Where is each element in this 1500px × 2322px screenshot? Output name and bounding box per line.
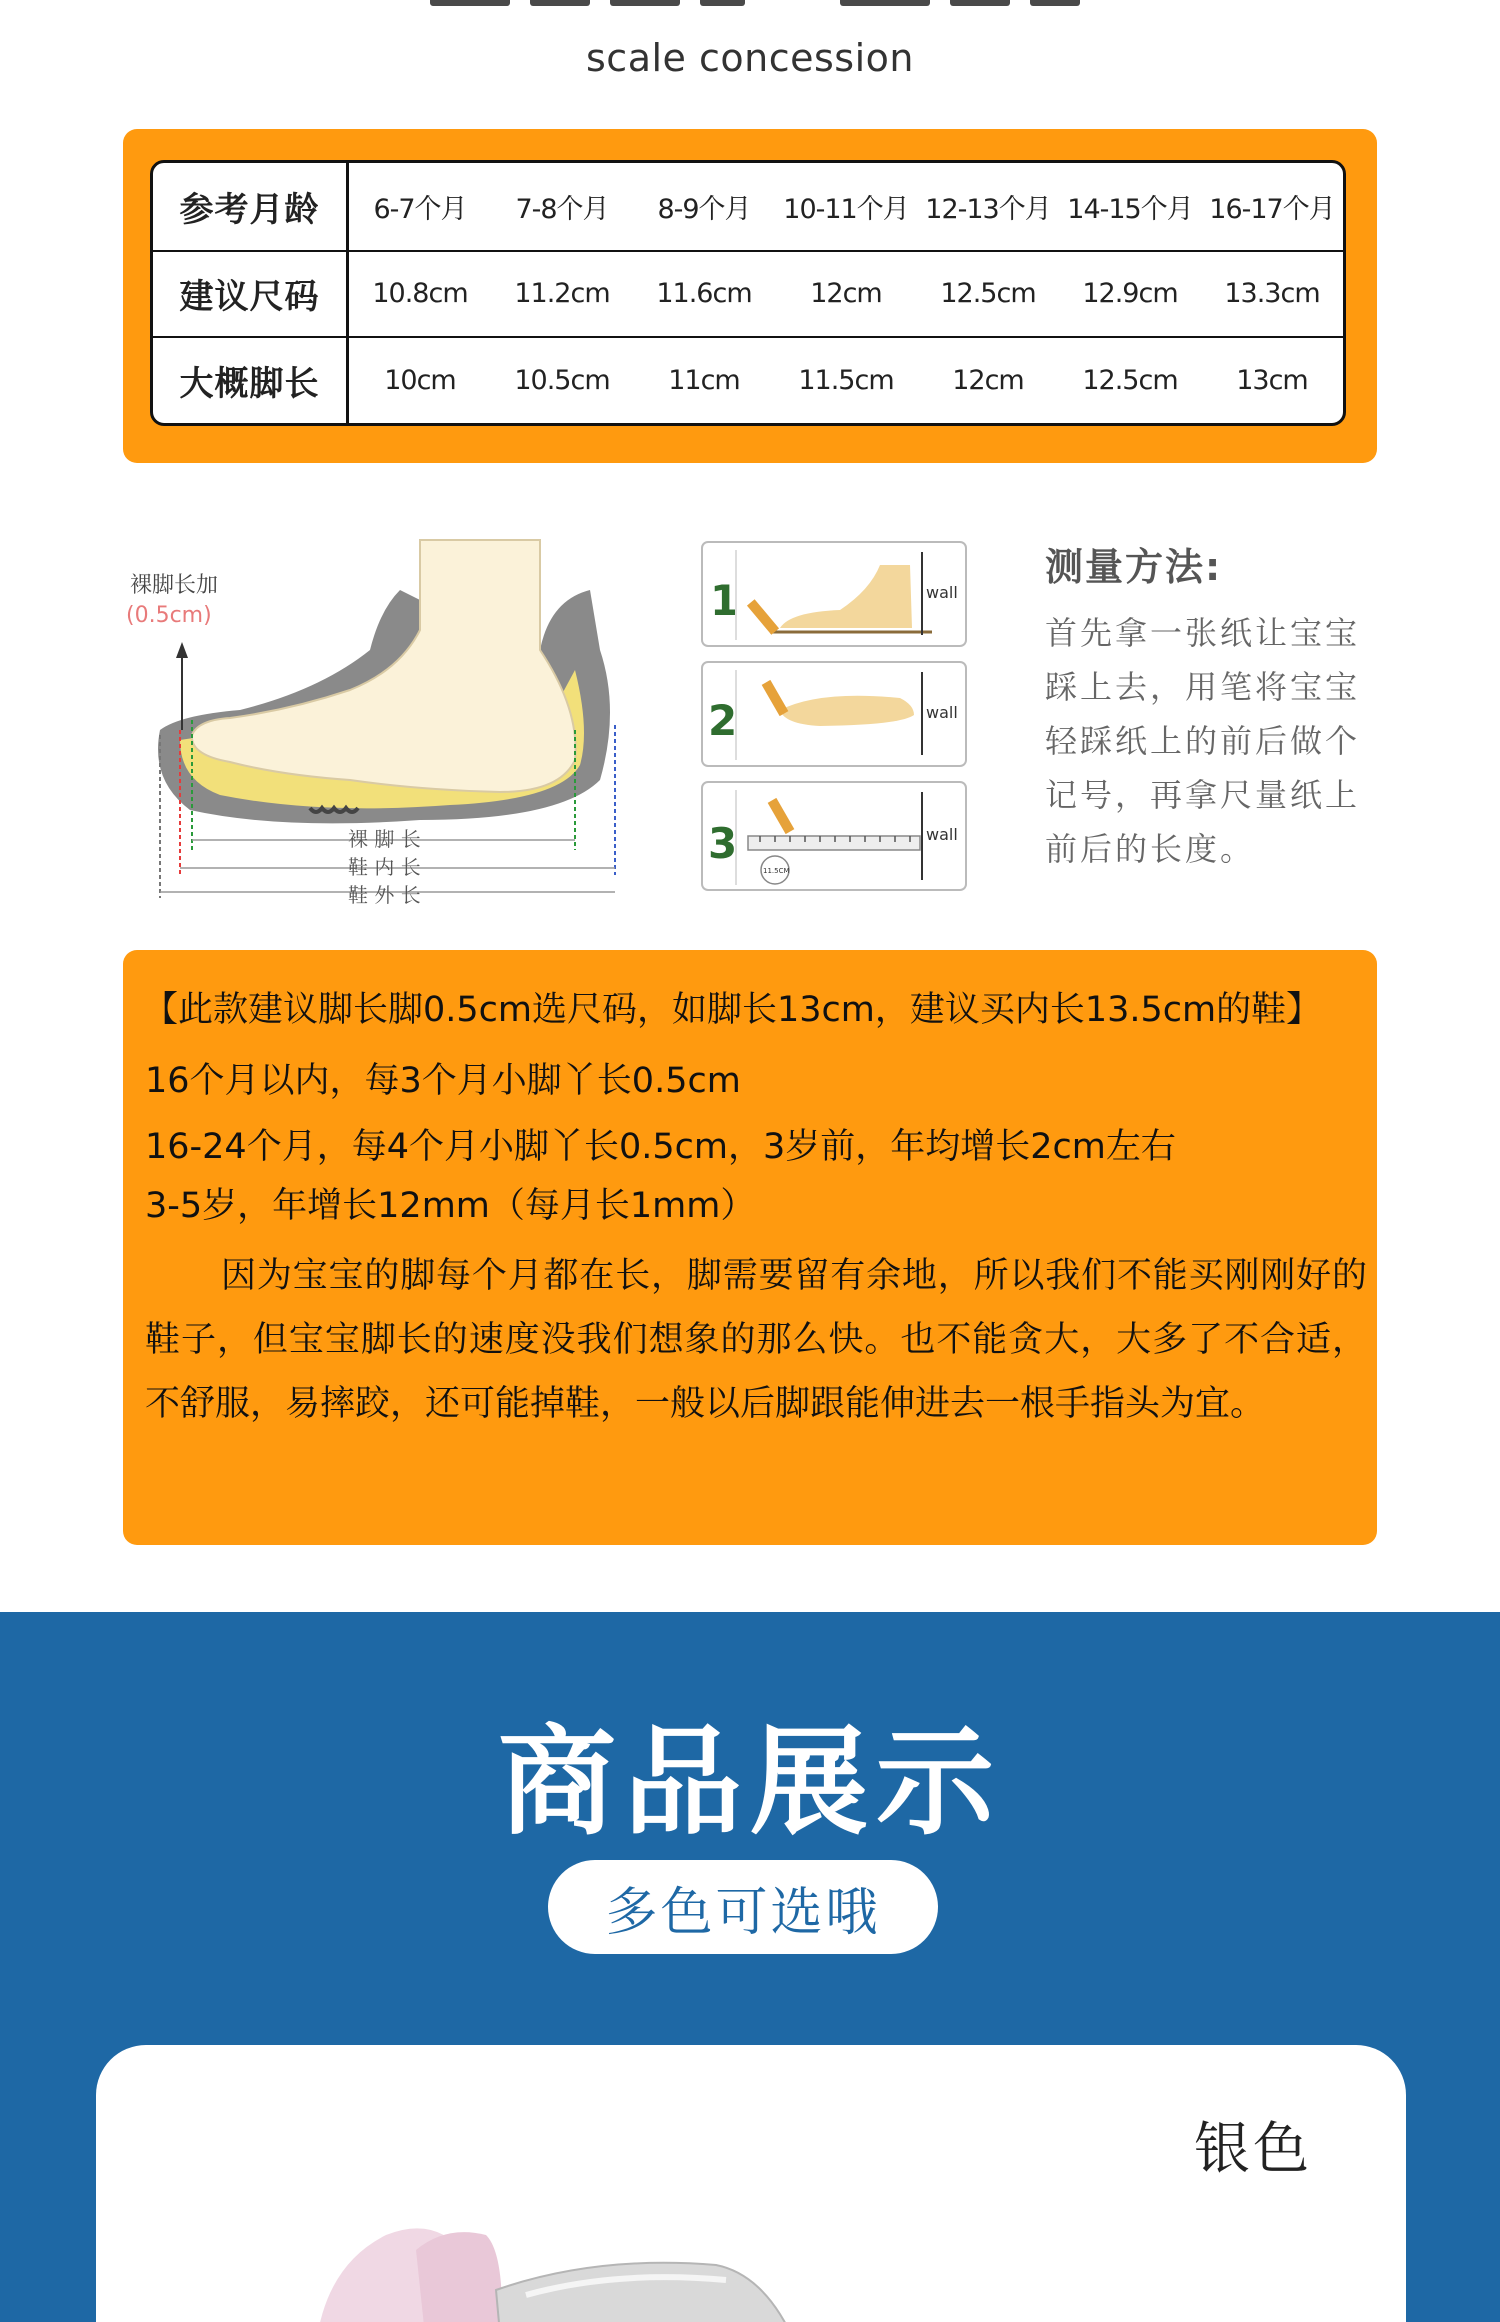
product-card — [96, 2045, 1406, 2322]
row-label-age: 参考月龄 — [153, 163, 349, 250]
table-cell: 11cm — [633, 336, 775, 423]
foot-in-shoe-diagram — [120, 530, 640, 910]
row-label-size: 建议尺码 — [153, 250, 349, 337]
product-showcase-section — [0, 1612, 1500, 2322]
size-table-frame — [123, 129, 1377, 463]
table-cell: 13cm — [1201, 336, 1343, 423]
table-cell: 11.6cm — [633, 250, 775, 337]
ruler-tag: 11.5CM — [763, 867, 790, 875]
table-cell: 12.5cm — [1059, 336, 1201, 423]
step-number-1: 1 — [710, 576, 740, 625]
table-cell: 12.5cm — [917, 250, 1059, 337]
table-cell: 12cm — [775, 250, 917, 337]
multi-color-pill: 多色可选哦 — [548, 1860, 938, 1954]
note-recommendation: 【此款建议脚长脚0.5cm选尺码，如脚长13cm，建议买内长13.5cm的鞋】 — [143, 990, 1322, 1030]
table-cell: 11.2cm — [491, 250, 633, 337]
dim-label-shoe-inner: 鞋 内 长 — [348, 855, 421, 879]
measure-method-title: 测量方法: — [1045, 545, 1223, 589]
step-number-3: 3 — [708, 819, 738, 868]
table-cell: 14-15个月 — [1067, 193, 1193, 225]
shoe-product-image — [296, 2195, 996, 2322]
table-cell: 12cm — [917, 336, 1059, 423]
section-subtitle: scale concession — [586, 36, 914, 80]
step-number-2: 2 — [708, 696, 738, 745]
addition-label: 裸脚长加 — [130, 573, 219, 598]
note-paragraph: 因为宝宝的脚每个月都在长，脚需要留有余地，所以我们不能买刚刚好的鞋子，但宝宝脚长的速度没我们想象的那么快。也不能贪大，大多了不合适，不舒服，易摔跤，还可能掉鞋，一般以后脚跟能伸进去一根手指头为宜。 — [145, 1256, 1367, 1424]
table-cell: 8-9个月 — [657, 193, 751, 225]
measure-method-description: 首先拿一张纸让宝宝踩上去，用笔将宝宝轻踩纸上的前后做个记号，再拿尺量纸上前后的长度。 — [1045, 614, 1361, 868]
dim-label-bare-foot: 裸 脚 长 — [348, 827, 421, 851]
dim-label-shoe-outer: 鞋 外 长 — [348, 883, 421, 907]
wall-label-1: wall — [926, 583, 958, 602]
addition-value: (0.5cm) — [126, 603, 212, 628]
table-cell: 6-7个月 — [373, 193, 467, 225]
measuring-steps-diagram — [700, 540, 970, 895]
cropped-heading — [0, 0, 1500, 14]
size-table — [150, 160, 1346, 426]
table-cell: 16-17个月 — [1209, 193, 1335, 225]
table-cell: 12-13个月 — [925, 193, 1051, 225]
note-growth-16-24: 16-24个月，每4个月小脚丫长0.5cm，3岁前，年均增长2cm左右 — [145, 1127, 1176, 1167]
table-cell: 7-8个月 — [515, 193, 609, 225]
wall-label-2: wall — [926, 703, 958, 722]
table-cell: 10.5cm — [491, 336, 633, 423]
row-label-foot-length: 大概脚长 — [153, 336, 349, 423]
showcase-title: 商品展示 — [497, 1713, 1002, 1851]
color-variant-label: 银色 — [1194, 2117, 1312, 2182]
note-growth-under-16: 16个月以内，每3个月小脚丫长0.5cm — [145, 1061, 741, 1101]
note-growth-3-5: 3-5岁，年增长12mm（每月长1mm） — [145, 1186, 756, 1226]
wall-label-3: wall — [926, 825, 958, 844]
table-cell: 10.8cm — [349, 250, 491, 337]
table-cell: 12.9cm — [1059, 250, 1201, 337]
table-cell: 13.3cm — [1201, 250, 1343, 337]
table-cell: 10cm — [349, 336, 491, 423]
table-cell: 11.5cm — [775, 336, 917, 423]
table-cell: 10-11个月 — [783, 193, 909, 225]
sizing-notes-box — [123, 950, 1377, 1545]
